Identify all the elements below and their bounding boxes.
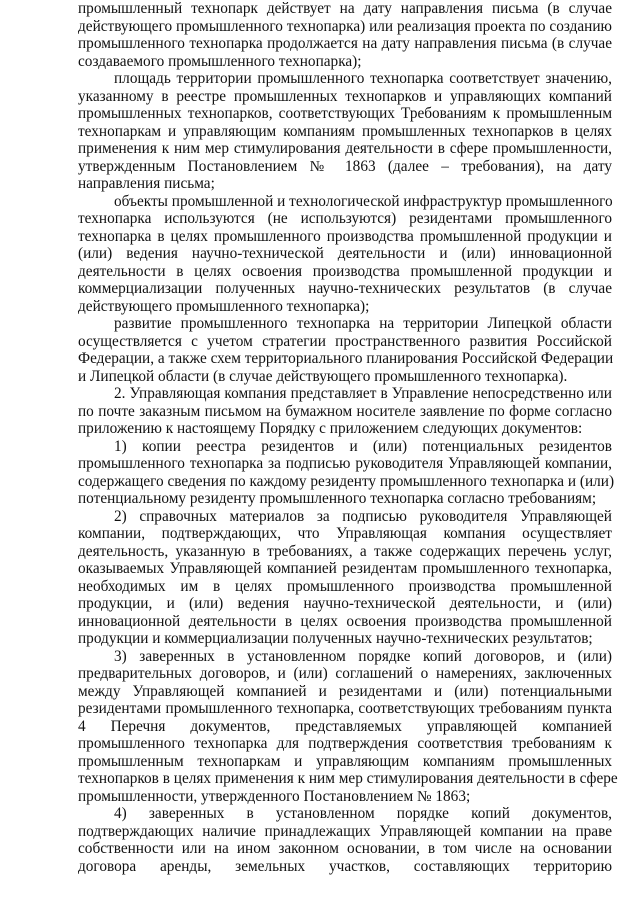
text-line: приложению к настоящему Порядку с приложением следующих документов: <box>78 420 583 437</box>
paragraph <box>78 193 612 316</box>
text-line: развитие промышленного технопарка на территории Липецкой области <box>114 315 612 332</box>
text-line: промышленным технопаркам и управляющим компаниям промышленных <box>78 752 612 770</box>
text-line: промышленного технопарка за подписью руководителя Управляющей компании, <box>78 455 612 472</box>
text-line: коммерциализации полученных научно-технических результатов (в случае <box>78 280 612 297</box>
text-line: Федерации, а также схем территориального планирования Российской Федерации <box>78 350 614 367</box>
text-line: технопарка в целях промышленного производства промышленной продукции и <box>78 227 612 245</box>
text-line: утвержденным Постановлением № 1863 (далее – требования), на дату <box>78 157 612 175</box>
text-line: и Липецкой области (в случае действующего промышленного технопарка). <box>78 367 568 385</box>
text-line: (или) ведения научно-технической деятельности и (или) инновационной <box>78 245 612 262</box>
text-line: оказываемых Управляющей компанией резидентам промышленного технопарка, <box>78 560 612 577</box>
text-line: по почте заказным письмом на бумажном носителе заявление по форме согласно <box>78 402 612 420</box>
text-line: предварительных договоров, и (или) соглашений о намерениях, заключенных <box>78 665 612 682</box>
text-line: объекты промышленной и технологической инфраструктур промышленного <box>114 192 613 210</box>
text-line: между Управляющей компанией и резидентами и (или) потенциальными <box>78 682 612 700</box>
paragraph <box>78 508 612 648</box>
text-line: осуществляется с учетом стратегии пространственного развития Российской <box>78 332 612 350</box>
text-line: продукции, и (или) ведения научно-технической деятельности, и (или) <box>78 595 612 612</box>
text-line: 2) справочных материалов за подписью руководителя Управляющей <box>114 507 612 525</box>
text-line: указанному в реестре промышленных технопарков и управляющих компаний <box>78 87 612 105</box>
text-line: 1) копии реестра резидентов и (или) потенциальных резидентов <box>114 437 612 455</box>
paragraph <box>78 647 618 806</box>
text-line: компании, подтверждающих, что Управляющая компания осуществляет <box>78 525 612 542</box>
text-line: применения к ним мер стимулирования деятельности в сфере промышленности, <box>78 140 612 157</box>
text-line: 2. Управляющая компания представляет в Управление непосредственно или <box>114 385 612 402</box>
text-line: продукции и коммерциализации полученных научно-технических результатов; <box>78 630 593 647</box>
text-line: договора аренды, земельных участков, составляющих территорию <box>78 857 612 875</box>
document-page <box>78 0 618 875</box>
text-line: 4 Перечня документов, представляемых управляющей компанией <box>78 717 612 735</box>
text-line: промышленности, утвержденного Постановлением № 1863; <box>78 787 471 805</box>
text-line: резидентами промышленного технопарка, соответствующих требованиям пункта <box>78 700 612 717</box>
text-line: подтверждающих наличие принадлежащих Управляющей компании на праве <box>78 822 612 840</box>
text-line: промышленный технопарк действует на дату направления письма (в случае <box>78 0 612 17</box>
text-line: необходимых им в целях промышленного производства промышленной <box>78 577 612 595</box>
text-line: технопаркам и управляющим компаниям промышленных технопарков в целях <box>78 122 612 140</box>
text-line: потенциальному резиденту промышленного технопарка согласно требованиям; <box>78 490 597 507</box>
text-line: создаваемого промышленного технопарка); <box>78 52 362 70</box>
text-line: деятельность, указанную в требованиях, а также содержащих перечень услуг, <box>78 542 612 560</box>
paragraph <box>78 70 612 193</box>
text-line: деятельности в целях освоения производства промышленной продукции и <box>78 262 612 280</box>
paragraph <box>78 0 612 70</box>
paragraph <box>78 805 612 875</box>
text-line: промышленных технопарков, соответствующих Требованиям к промышленным <box>78 105 612 122</box>
text-line: площадь территории промышленного технопарка соответствует значению, <box>114 70 612 87</box>
text-line: инновационной деятельности в целях освоения производства промышленной <box>78 612 612 630</box>
text-line: технопарков в целях применения к ним мер стимулирования деятельности в сфере <box>78 770 618 787</box>
paragraph <box>78 437 615 508</box>
text-line: промышленного технопарка продолжается на дату направления письма (в случае <box>78 35 612 52</box>
paragraph <box>78 385 612 438</box>
text-line: действующего промышленного технопарка); <box>78 297 370 315</box>
text-line: собственности или на ином законном основании, в том числе на основании <box>78 840 612 857</box>
text-line: 3) заверенных в установленном порядке копий договоров, и (или) <box>114 647 612 665</box>
text-line: направления письма; <box>78 175 215 192</box>
text-line: промышленного технопарка для подтверждения соответствия требованиям к <box>78 735 612 752</box>
text-line: технопарка используются (не используются) резидентами промышленного <box>78 210 612 227</box>
text-line: 4) заверенных в установленном порядке копий документов, <box>114 805 612 822</box>
text-line: содержащего сведения по каждому резиденту промышленного технопарка и (или) <box>78 472 615 490</box>
text-line: действующего промышленного технопарка) или реализация проекта по созданию <box>78 17 612 35</box>
paragraph <box>78 315 612 385</box>
